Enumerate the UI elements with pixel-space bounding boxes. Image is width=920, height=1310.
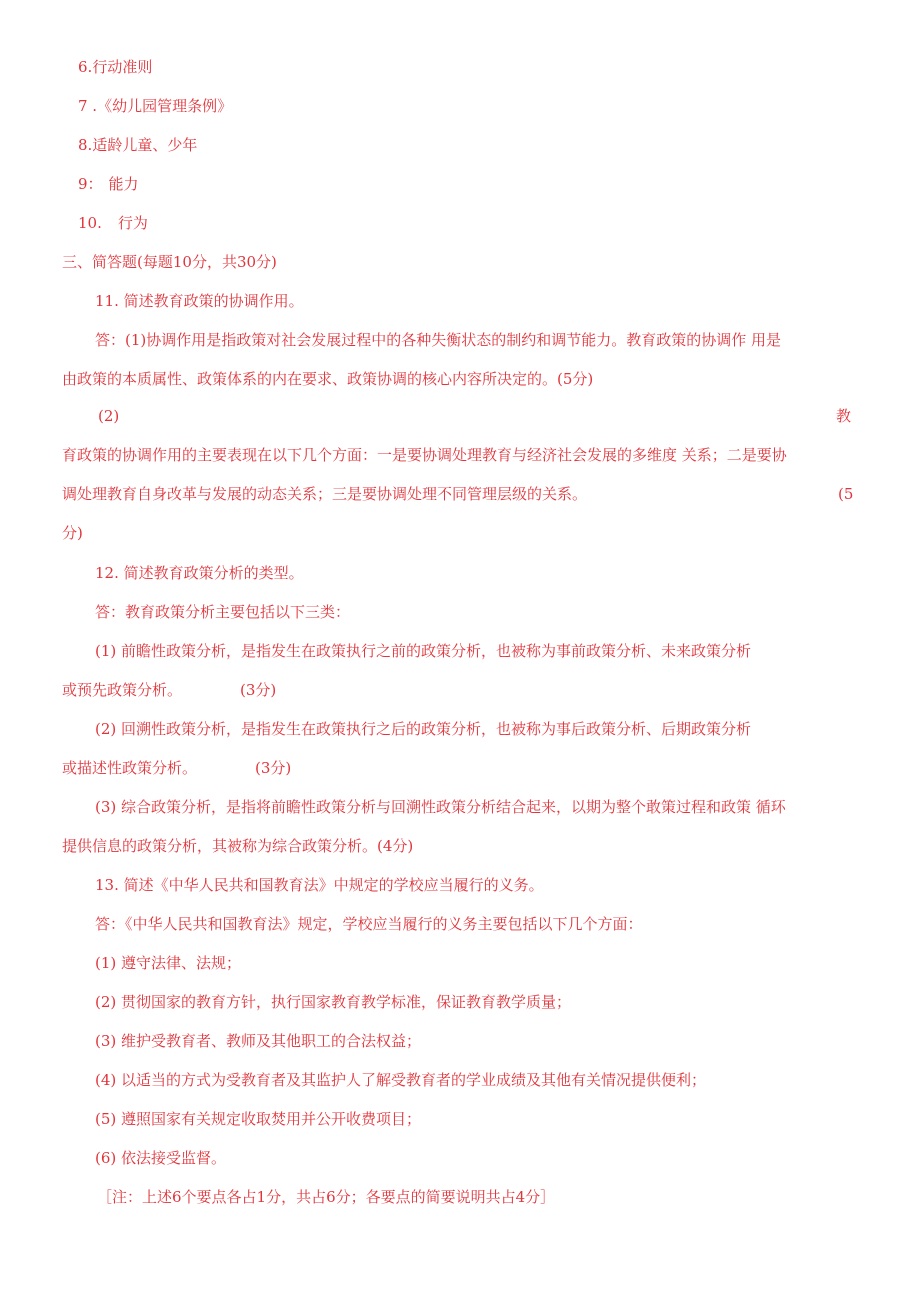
q13-intro: 答：《中华人民共和国教育法》规定，学校应当履行的义务主要包括以下几个方面： [95,915,643,933]
q11-point-2-line-3: 调处理教育自身改革与发展的动态关系；三是要协调处理不同管理层级的关系。 [62,485,588,503]
question-12: 12. 简述教育政策分析的类型。 [95,564,304,582]
q13-item-1: (1) 遵守法律、法规； [95,954,242,972]
q11-point-2-score-a: (5 [838,485,854,503]
q13-item-5: (5) 遵照国家有关规定收取焚用并公开收费项目； [95,1110,422,1128]
answer-7: 7 .《幼儿园管理条例》 [78,97,233,115]
q12-type-2-line-1: (2) 回溯性政策分析，是指发生在政策执行之后的政策分析，也被称为事后政策分析、后期政策分析 [95,720,752,738]
q11-answer-line-1: 答：(1)协调作用是指政策对社会发展过程中的各种失衡状态的制约和调节能力。教育政策的协调作 用是 [95,331,782,349]
answer-9: 9： 能力 [78,175,139,193]
question-11: 11. 简述教育政策的协调作用。 [95,292,304,310]
q11-point-2-line-2: 育政策的协调作用的主要表现在以下几个方面：一是要协调处理教育与经济社会发展的多维度 关系；二是要协 [62,446,787,464]
q12-type-1-line-1: (1) 前瞻性政策分析，是指发生在政策执行之前的政策分析，也被称为事前政策分析、未来政策分析 [95,642,752,660]
q11-point-2-score-b: 分) [62,524,83,542]
answer-10: 10. 行为 [78,214,148,232]
answer-8: 8.适龄儿童、少年 [78,136,198,154]
q13-item-3: (3) 维护受教育者、教师及其他职工的合法权益； [95,1032,422,1050]
q13-item-4: (4) 以适当的方式为受教育者及其监护人了解受教育者的学业成绩及其他有关情况提供便利； [95,1071,707,1089]
q13-item-2: (2) 贯彻国家的教育方针，执行国家教育教学标准，保证教育教学质量； [95,993,572,1011]
q11-answer-line-2: 由政策的本质属性、政策体系的内在要求、政策协调的核心内容所决定的。(5分) [62,370,594,388]
q12-type-3-line-1: (3) 综合政策分析，是指将前瞻性政策分析与回溯性政策分析结合起来，以期为整个敢策过程和政策 循环 [95,798,786,816]
q12-intro: 答：教育政策分析主要包括以下三类： [95,603,351,621]
q11-point-2-tail: 教 [836,407,852,425]
section-title: 三、简答题(每题10分，共30分) [62,253,277,271]
q12-type-3-line-2: 提供信息的政策分析，其被称为综合政策分析。(4分) [62,837,414,855]
q12-type-2-line-2: 或描述性政策分析。 (3分) [62,759,292,777]
q13-scoring-note: ［注：上述6个要点各占1分，共占6分；各要点的简要说明共占4分］ [97,1188,556,1206]
q13-item-6: (6) 依法接受监督。 [95,1149,227,1167]
q12-type-1-line-2: 或预先政策分析。 (3分) [62,681,277,699]
answer-6: 6.行动准则 [78,58,153,76]
question-13: 13. 简述《中华人民共和国教育法》中规定的学校应当履行的义务。 [95,876,544,894]
q11-point-2-number: (2) [98,407,120,425]
